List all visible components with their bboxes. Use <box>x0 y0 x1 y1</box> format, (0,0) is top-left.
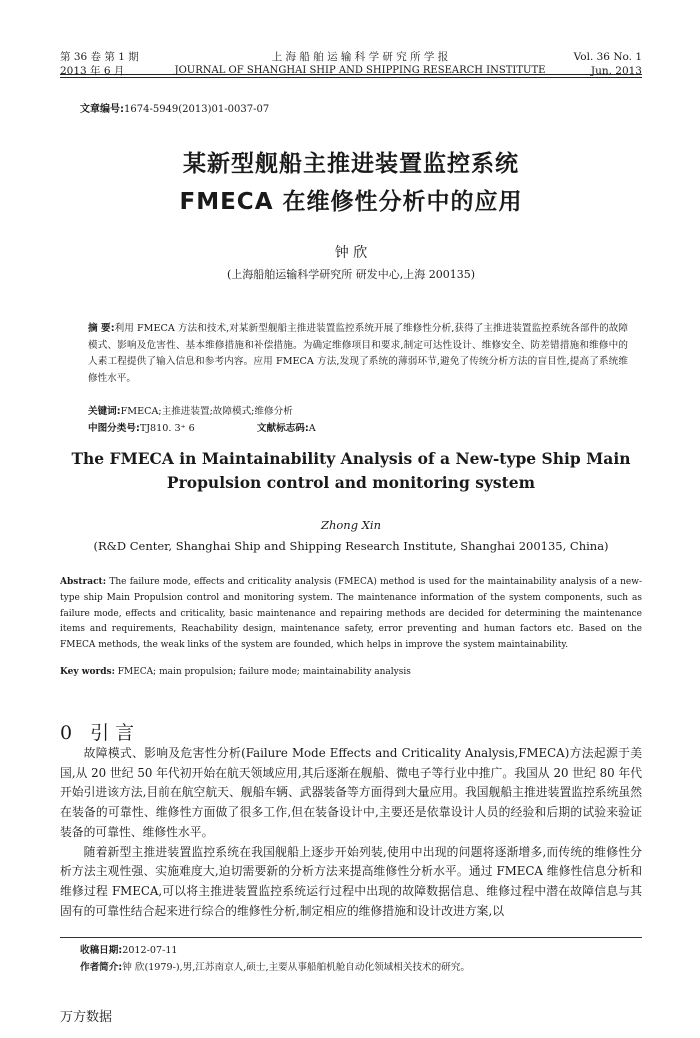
title-en-line1: The FMECA in Maintainability Analysis of a New-type Ship Main <box>71 449 631 468</box>
classification-cn <box>88 421 628 438</box>
section-title: 引 言 <box>90 722 135 744</box>
footnote-rule <box>60 937 642 938</box>
header-volume-en: Vol. 36 No. 1 <box>573 51 642 63</box>
author-cn: 钟 欣 <box>334 245 368 261</box>
keywords-en <box>60 665 642 681</box>
bio-label: 作者简介: <box>80 962 123 973</box>
doc-code-value: A <box>308 423 316 434</box>
doc-code-label: 文献标志码: <box>256 423 309 434</box>
received-label: 收稿日期: <box>80 945 123 956</box>
body-paragraph-1: 故障模式、影响及危害性分析(Failure Mode Effects and Criticality Analysis,FMECA)方法起源于美国,从 20 世纪 50 年代初开始在航天领域应用,其后逐渐在舰船、微电子等行业中推广。我国从 20 世纪 80 年代开始引进该方法,目前在航空航天、舰船车辆、武器装备等方面得到大量应用。我国舰船主推进装置监控系统虽然在装备的可靠性、维修性方面做了很多工作,但在装备设计中,主要还是依靠设计人员的经验和后期的试验来验证装备的可靠性、维修性水平。 <box>60 746 642 839</box>
article-number <box>80 100 269 115</box>
title-cn-line2: FMECA 在维修性分析中的应用 <box>179 189 523 215</box>
keywords-en-label: Key words: <box>60 667 115 677</box>
header-date-cn: 2013 年 6 月 <box>60 65 125 77</box>
keywords-cn-label: 关键词: <box>88 406 121 417</box>
title-en <box>70 447 632 495</box>
footnote-received <box>80 942 178 959</box>
title-cn-line1: 某新型舰船主推进装置监控系统 <box>183 151 519 177</box>
header-journal-cn: 上 海 船 舶 运 输 科 学 研 究 所 学 报 <box>271 51 449 63</box>
title-en-line2: Propulsion control and monitoring system <box>166 473 536 492</box>
keywords-cn-text: FMECA;主推进装置;故障模式;维修分析 <box>120 406 293 417</box>
author-en: Zhong Xin <box>320 518 381 532</box>
abstract-en-label: Abstract: <box>60 577 107 587</box>
article-number-label: 文章编号: <box>80 104 124 115</box>
section-heading <box>60 718 134 745</box>
header-rule-thin <box>60 77 642 78</box>
footnote-bio <box>80 959 470 976</box>
clc-value: TJ810. 3⁺ 6 <box>139 423 195 434</box>
abstract-en <box>60 575 642 654</box>
affiliation-en: (R&D Center, Shanghai Ship and Shipping Research Institute, Shanghai 200135, China) <box>93 539 609 553</box>
abstract-cn-text: 利用 FMECA 方法和技术,对某新型舰船主推进装置监控系统开展了维修性分析,获得了主推进装置监控系统各部件的故障模式、影响及危害性、基本维修措施和补偿措施。为确定维修项目和要求,制定可达性设计、维修安全、防差错措施和维修中的人素工程提供了输入信息和参考内容。应用 FMECA 方法,发现了系统的薄弱环节,避免了传统分析方法的盲目性,提高了系统维修性水平。 <box>88 323 628 384</box>
header-journal-en: JOURNAL OF SHANGHAI SHIP AND SHIPPING RESEARCH INSTITUTE <box>174 65 546 76</box>
body-text <box>60 744 642 921</box>
article-number-value: 1674-5949(2013)01-0037-07 <box>124 104 270 115</box>
header-rule <box>60 74 642 75</box>
bio-text: 钟 欣(1979-),男,江苏南京人,硕士,主要从事船舶机舱自动化领域相关技术的研究。 <box>122 962 471 973</box>
header-volume-cn: 第 36 卷 第 1 期 <box>60 51 139 63</box>
abstract-cn-label: 摘 要: <box>88 323 115 334</box>
keywords-cn <box>88 404 628 421</box>
header-date-en: Jun. 2013 <box>590 65 642 77</box>
body-paragraph-2: 随着新型主推进装置监控系统在我国舰船上逐步开始列装,使用中出现的问题将逐渐增多,而传统的维修性分析方法主观性强、实施难度大,迫切需要新的分析方法来提高维修性分析水平。通过 FMECA 维修性信息分析和维修过程 FMECA,可以将主推进装置监控系统运行过程中出现的故障数据信息、维修过程中潜在故障信息与其固有的可靠性结合起来进行综合的维修性分析,制定相应的维修措施和设计改进方案,以 <box>60 844 642 918</box>
keywords-en-text: FMECA; main propulsion; failure mode; maintainability analysis <box>117 667 411 677</box>
abstract-en-text: The failure mode, effects and criticality analysis (FMECA) method is used for the maintainability analysis of a new-type ship Main Propulsion control and monitoring system. The maintenance information of the system components, such as failure mode, effects and criticality, basic maintenance and repairing methods are decided for determining the maintenance items and requirements, Reachability design, maintenance safety, error preventing and human factors etc. Based on the FMECA methods, the weak links of the system are founded, which helps in improve the system maintainability. <box>60 577 642 651</box>
received-date: 2012-07-11 <box>122 945 178 956</box>
abstract-cn <box>88 321 628 387</box>
affiliation-cn: (上海船舶运输科学研究所 研发中心,上海 200135) <box>226 268 476 281</box>
clc-label: 中图分类号: <box>88 423 140 434</box>
section-number: 0 <box>60 722 73 744</box>
watermark: 万方数据 <box>60 1010 113 1025</box>
